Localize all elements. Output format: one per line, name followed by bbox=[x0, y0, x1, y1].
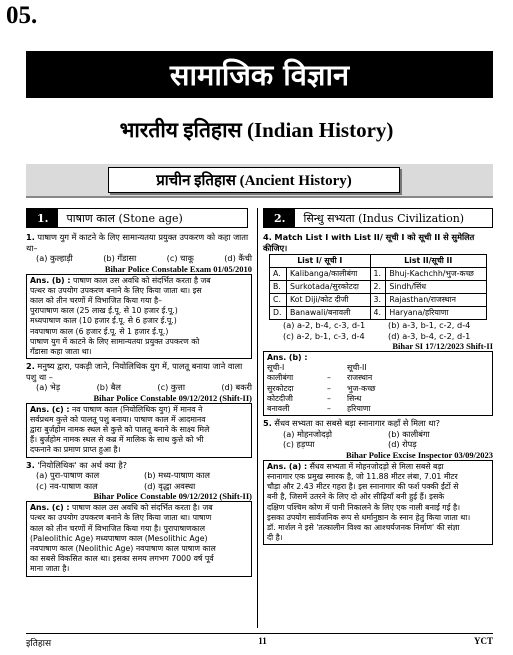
cell: Haryana/हरियाणा bbox=[386, 307, 487, 320]
option: (c) कुत्ता bbox=[157, 382, 185, 393]
col-header: List I/ सूची I bbox=[270, 255, 371, 268]
cell: Banawali/बनावली bbox=[287, 307, 370, 320]
section-title: सिन्धु सभ्यता (Indus Civilization) bbox=[303, 211, 465, 225]
question-text: 'नियोलिथिक' का अर्थ क्या है? bbox=[37, 459, 128, 470]
sub-heading: प्राचीन इतिहास (Ancient History) bbox=[108, 167, 400, 193]
match-table-header bbox=[270, 255, 487, 268]
cell: Surkotada/सुरकोटदा bbox=[287, 281, 370, 294]
cell: Kalibanga/कालीबंगा bbox=[287, 268, 370, 281]
banner-title: सामाजिक विज्ञान bbox=[169, 58, 350, 92]
option: (a) a-2, b-4, c-3, d-1 bbox=[283, 320, 366, 330]
answer-line: का सबसे विकसित काल था। इसका समय लगभग 7000 वर्ष पूर्व bbox=[30, 554, 214, 564]
option: (c) चाकू bbox=[166, 253, 194, 263]
question-text: मनुष्य द्वारा, पकड़ी जाने, नियोलिथिक युग में, पालतू बनाया जाने वाला पशु था – bbox=[26, 361, 243, 382]
answer-line: स्नानागार एक प्रमुख स्मारक है, जो 11.88 मीटर लंबा, 7.01 मीटर bbox=[267, 471, 458, 481]
question-number: 1. bbox=[26, 232, 35, 242]
answer-line: दक्षिण पश्चिम कोण में पानी निकालने के लिए एक नाली बनाई गई है। bbox=[267, 502, 461, 512]
answer-4 bbox=[263, 351, 493, 416]
answer-match-list: सूची-I सूची-II कालीबंगा – राजस्थान सुरकोटदा – भुज-कच्छ कोटदीजी – सिन्ध बनावली – हरियाणा bbox=[267, 363, 489, 414]
option: (a) मोहनजोदड़ो bbox=[283, 428, 332, 439]
section-title: पाषाण काल (Stone age) bbox=[66, 211, 183, 225]
question-1 bbox=[26, 232, 252, 253]
answer-cell: बनावली bbox=[267, 404, 290, 414]
question-number: 2. bbox=[26, 361, 35, 372]
answer-line: दफनाने का प्रमाण प्राप्त हुआ है। bbox=[30, 445, 121, 455]
question-text: पाषाण युग में काटने के लिए सामान्यतया प्रयुक्त उपकरण को कहा जाता था– bbox=[26, 232, 249, 253]
answer-line: बनी है, जिसमें उतरने के लिए दो ओर सीढ़ियाँ बनी हुई हैं। इसके bbox=[267, 492, 445, 502]
answer-1 bbox=[26, 274, 252, 360]
cell: 2. bbox=[370, 281, 386, 294]
answer-label: Ans. (c) : bbox=[30, 503, 70, 513]
question-source: Bihar Police Excise Inspector 03/09/2023 bbox=[345, 449, 493, 460]
section-number: 2. bbox=[264, 209, 295, 227]
cell: 3. bbox=[370, 294, 386, 307]
answer-cell: कालीबंगा bbox=[267, 373, 294, 383]
option: (b) मध्य-पाषाण काल bbox=[144, 470, 210, 481]
answer-cell: सिन्ध bbox=[347, 393, 362, 403]
answer-label: Ans. (c) : bbox=[30, 404, 70, 414]
answer-label: Ans. (a) : bbox=[267, 461, 308, 471]
cell: A. bbox=[270, 268, 287, 281]
question-3 bbox=[26, 460, 252, 471]
chapter-banner bbox=[26, 51, 493, 98]
section-header-stone-age bbox=[26, 208, 248, 228]
answer-line: पाषाण काल उस अवधि को संदर्भित करता है। जब bbox=[71, 503, 213, 513]
answer-3 bbox=[26, 501, 252, 576]
answer-cell: हरियाणा bbox=[347, 404, 371, 414]
option: (c) हड़प्पा bbox=[283, 439, 315, 450]
option: (c) a-2, b-1, c-3, d-4 bbox=[283, 330, 365, 341]
option: (a) कुल्हाड़ी bbox=[36, 253, 73, 263]
option: (a) पुरा-पाषाण काल bbox=[36, 470, 100, 481]
answer-col-head: सूची-II bbox=[347, 363, 367, 373]
answer-line: सैंधव सभ्यता में मोहनजोदड़ो से मिला सबसे बड़ा bbox=[309, 461, 444, 471]
answer-label: Ans. (b) : bbox=[30, 275, 71, 285]
table-row bbox=[270, 307, 487, 320]
answer-line: सर्वप्रथम कुत्ते को पालतू पशु बनाया। पाषाण काल में आदमानव bbox=[30, 414, 206, 424]
option: (d) बकरी bbox=[221, 382, 252, 393]
answer-line: गँडासा कहा जाता था। bbox=[30, 346, 92, 356]
answer-5 bbox=[263, 460, 493, 546]
cell: B. bbox=[270, 281, 287, 294]
answer-line: द्वारा बुर्जहोम नामक स्थल से कुत्ते को पालतू बनाने के साक्ष्य मिले bbox=[30, 425, 210, 435]
question-number: 5. bbox=[263, 418, 272, 429]
answer-line: मध्यपाषाण काल (10 हजार ई.पू. से 6 हजार ई.पू.) bbox=[30, 316, 177, 326]
question-2-options bbox=[26, 382, 252, 393]
cell: Rajasthan/राजस्थान bbox=[386, 294, 487, 307]
answer-col-head: सूची-I bbox=[267, 363, 285, 373]
cell: 4. bbox=[370, 307, 386, 320]
answer-label: Ans. (b) : bbox=[267, 353, 308, 362]
question-4-options bbox=[263, 320, 493, 341]
table-row bbox=[270, 268, 487, 281]
answer-line: दी है। bbox=[267, 533, 283, 543]
answer-line: इसका उपयोग सार्वजनिक रूप से धर्मानुष्ठान के स्नान हेतु किया जाता था। bbox=[267, 512, 471, 522]
answer-line: माना जाता है। bbox=[30, 564, 70, 574]
book-heading: भारतीय इतिहास (Indian History) bbox=[119, 118, 394, 142]
cell: C. bbox=[270, 294, 287, 307]
answer-line: काल को तीन चरणों में विभाजित किया गया है। पुरापाषाणकाल bbox=[30, 523, 206, 533]
question-text: सैंधव सभ्यता का सबसे बड़ा स्नानागार कहाँ से मिला था? bbox=[274, 418, 440, 429]
chapter-number: 05. bbox=[6, 2, 38, 29]
option: (b) गँडासा bbox=[103, 253, 137, 263]
answer-cell: राजस्थान bbox=[347, 373, 373, 383]
option: (a) भेड़ bbox=[36, 382, 61, 393]
answer-line: पुरापाषाण काल (25 लाख ई.पू. से 10 हजार ई.पू.) bbox=[30, 306, 178, 316]
answer-line: नवपाषाण काल (Neolithic Age) नवपाषाण काल पाषाण काल bbox=[30, 543, 216, 553]
question-1-options bbox=[26, 253, 252, 264]
option: (d) वृद्धा अवस्था bbox=[144, 480, 196, 491]
answer-line: पाषाण काल उस अवधि को संदर्भित करता है जब bbox=[72, 275, 211, 285]
answer-cell: भुज-कच्छ bbox=[347, 383, 376, 393]
left-column bbox=[26, 232, 252, 577]
right-column bbox=[263, 232, 493, 545]
answer-line: पत्थर का उपयोग उपकरण बनाने के लिए किया जाता था। इस bbox=[30, 285, 202, 295]
page-number: 11 bbox=[258, 636, 267, 646]
question-source: Bihar Police Constable Exam 01/05/2010 bbox=[104, 263, 252, 274]
answer-cell: सुरकोटदा bbox=[267, 383, 294, 393]
answer-line: हैं। बुर्जहोम नामक स्थल से कब्र में मालिक के साथ कुत्ते को भी bbox=[30, 435, 204, 445]
question-source: Bihar SI 17/12/2023 Shift-II bbox=[392, 341, 493, 351]
question-5-options bbox=[263, 429, 493, 450]
answer-line: पत्थर का उपयोग उपकरण बनाने के लिए किया जाता था। पाषाण bbox=[30, 513, 212, 523]
option: (c) नव-पाषाण काल bbox=[36, 480, 98, 491]
footer-subject: इतिहास bbox=[26, 638, 52, 648]
answer-line: (Paleolithic Age) मध्यपाषाण काल (Mesolithic Age) bbox=[30, 533, 208, 543]
col-header: List II/सूची II bbox=[370, 255, 487, 268]
cell: Sindh/सिंध bbox=[386, 281, 487, 294]
question-2 bbox=[26, 361, 252, 382]
section-header-indus bbox=[263, 208, 493, 228]
answer-cell: कोटदीजी bbox=[267, 393, 293, 403]
question-5 bbox=[263, 418, 493, 429]
question-source: Bihar Police Constable 09/12/2012 (Shift-II) bbox=[93, 491, 252, 502]
answer-line: नव पाषाण काल (नियोलिथिक युग) में मानव ने bbox=[71, 404, 203, 414]
option: (b) a-3, b-1, c-2, d-4 bbox=[388, 320, 471, 330]
cell: Bhuj-Kachchh/भुज-कच्छ bbox=[386, 268, 487, 281]
question-text: Match List I with List II/ सूची I को सूची II से सुमेलित कीजिए। bbox=[263, 232, 475, 253]
answer-line: नवपाषाण काल (6 हजार ई.पू. से 1 हजार ई.पू.) bbox=[30, 326, 169, 336]
question-4 bbox=[263, 232, 493, 253]
table-row bbox=[270, 294, 487, 307]
option: (d) a-3, b-4, c-2, d-1 bbox=[388, 330, 471, 341]
question-number: 4. bbox=[263, 232, 272, 242]
option: (b) बैल bbox=[96, 382, 121, 393]
question-3-options bbox=[26, 470, 252, 491]
cell: 1. bbox=[370, 268, 386, 281]
answer-line: चौड़ा और 2.43 मीटर गहरा है। इस स्नानागार की फर्श पक्की ईंटों से bbox=[267, 482, 459, 492]
answer-line: पाषाण युग में काटने के लिए सामान्यतया प्रयुक्त उपकरण को bbox=[30, 336, 200, 346]
table-row bbox=[270, 281, 487, 294]
answer-line: काल को तीन चरणों में विभाजित किया गया है– bbox=[30, 295, 162, 305]
question-number: 3. bbox=[26, 459, 35, 470]
cell: D. bbox=[270, 307, 287, 320]
column-divider bbox=[257, 208, 258, 628]
page-footer bbox=[26, 633, 493, 649]
match-table bbox=[269, 254, 487, 320]
answer-2 bbox=[26, 403, 252, 458]
option: (d) रोपड़ bbox=[388, 439, 417, 450]
option: (d) कैंची bbox=[224, 253, 252, 263]
answer-line: डॉ. मार्शल ने इसे 'तत्कालीन विश्व का आश्चर्यजनक निर्माण' की संज्ञा bbox=[267, 522, 460, 532]
question-source: Bihar Police Constable 09/12/2012 (Shift-II) bbox=[93, 392, 252, 403]
footer-publisher: YCT bbox=[473, 636, 493, 646]
option: (b) कालीबंगा bbox=[388, 428, 430, 439]
section-number: 1. bbox=[27, 209, 58, 227]
cell: Kot Diji/कोट दीजी bbox=[287, 294, 370, 307]
